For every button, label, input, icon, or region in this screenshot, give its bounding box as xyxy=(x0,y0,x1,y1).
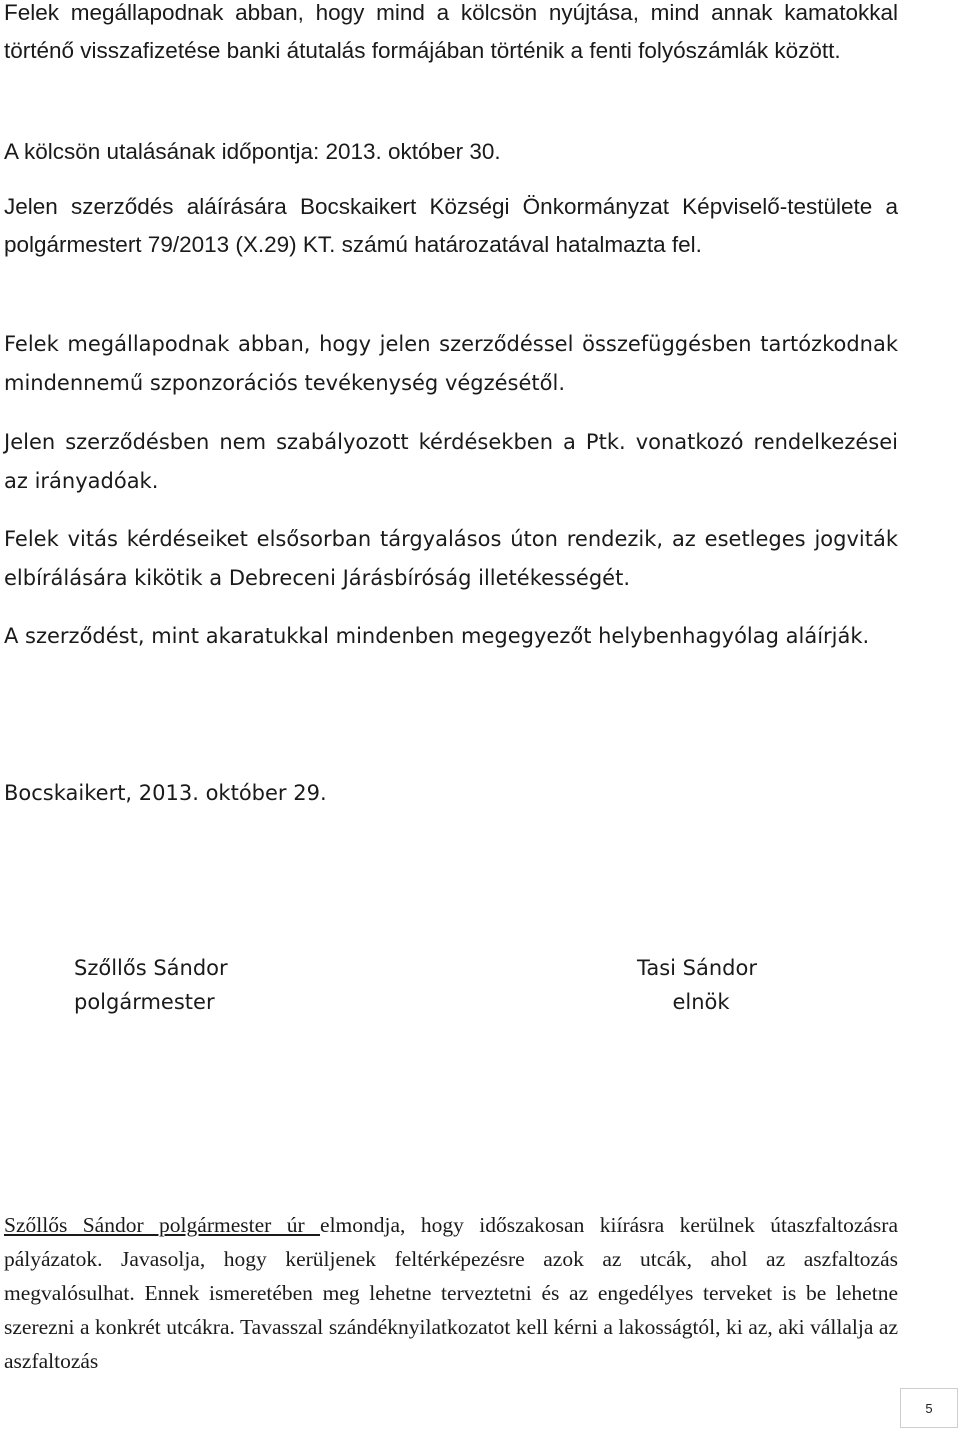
paragraph-repayment: Felek megállapodnak abban, hogy mind a kölcsön nyújtása, mind annak kamatokkal történő visszafizetése banki átutalás formájában történik a fenti folyószámlák között. xyxy=(4,0,898,63)
paragraph-sponsorship: Felek megállapodnak abban, hogy jelen szerződéssel összefüggésben tartózkodnak mindennemű szponzorációs tevékenység végzésétől. xyxy=(4,332,898,395)
paragraph-disputes: Felek vitás kérdéseiket elsősorban tárgyalásos úton rendezik, az esetleges jogviták elbírálására kikötik a Debreceni Járásbíróság illetékességét. xyxy=(4,527,898,590)
paragraph-transfer-date: A kölcsön utalásának időpontja: 2013. október 30. xyxy=(4,139,501,164)
page-number: 5 xyxy=(925,1400,933,1416)
minutes-text: elmondja, hogy időszakosan kiírásra kerülnek útaszfaltozásra pályázatok. Javasolja, hogy kerüljenek feltérképezésre azok az utcák, ahol az aszfaltozás megvalósulhat. Ennek ismeretében meg lehetne terveztetni és az engedélyes terveket is be lehetne szerezni a konkrét utcákra. Tavasszal szándéknyilatkozatot kell kérni a lakosságtól, ki az, aki vállalja az aszfaltozás xyxy=(4,1213,898,1373)
signatory-name-right: Tasi Sándor xyxy=(637,956,757,980)
paragraph-authorization: Jelen szerződés aláírására Bocskaikert Községi Önkormányzat Képviselő-testülete a polgármestert 79/2013 (X.29) KT. számú határozatával hatalmazta fel. xyxy=(4,194,898,257)
signatory-title-right: elnök xyxy=(672,990,730,1014)
signatory-name-left: Szőllős Sándor xyxy=(74,956,228,980)
paragraph-signing: A szerződést, mint akaratukkal mindenben megegyezőt helybenhagyólag aláírják. xyxy=(4,624,870,648)
signatory-title-left: polgármester xyxy=(74,990,215,1014)
paragraph-ptk: Jelen szerződésben nem szabályozott kérdésekben a Ptk. vonatkozó rendelkezései az irányadóak. xyxy=(4,430,898,493)
minutes-speaker: Szőllős Sándor polgármester úr xyxy=(4,1213,321,1237)
page-number-box xyxy=(900,1388,958,1428)
minutes-paragraph xyxy=(4,1208,898,1378)
place-and-date: Bocskaikert, 2013. október 29. xyxy=(4,781,327,805)
